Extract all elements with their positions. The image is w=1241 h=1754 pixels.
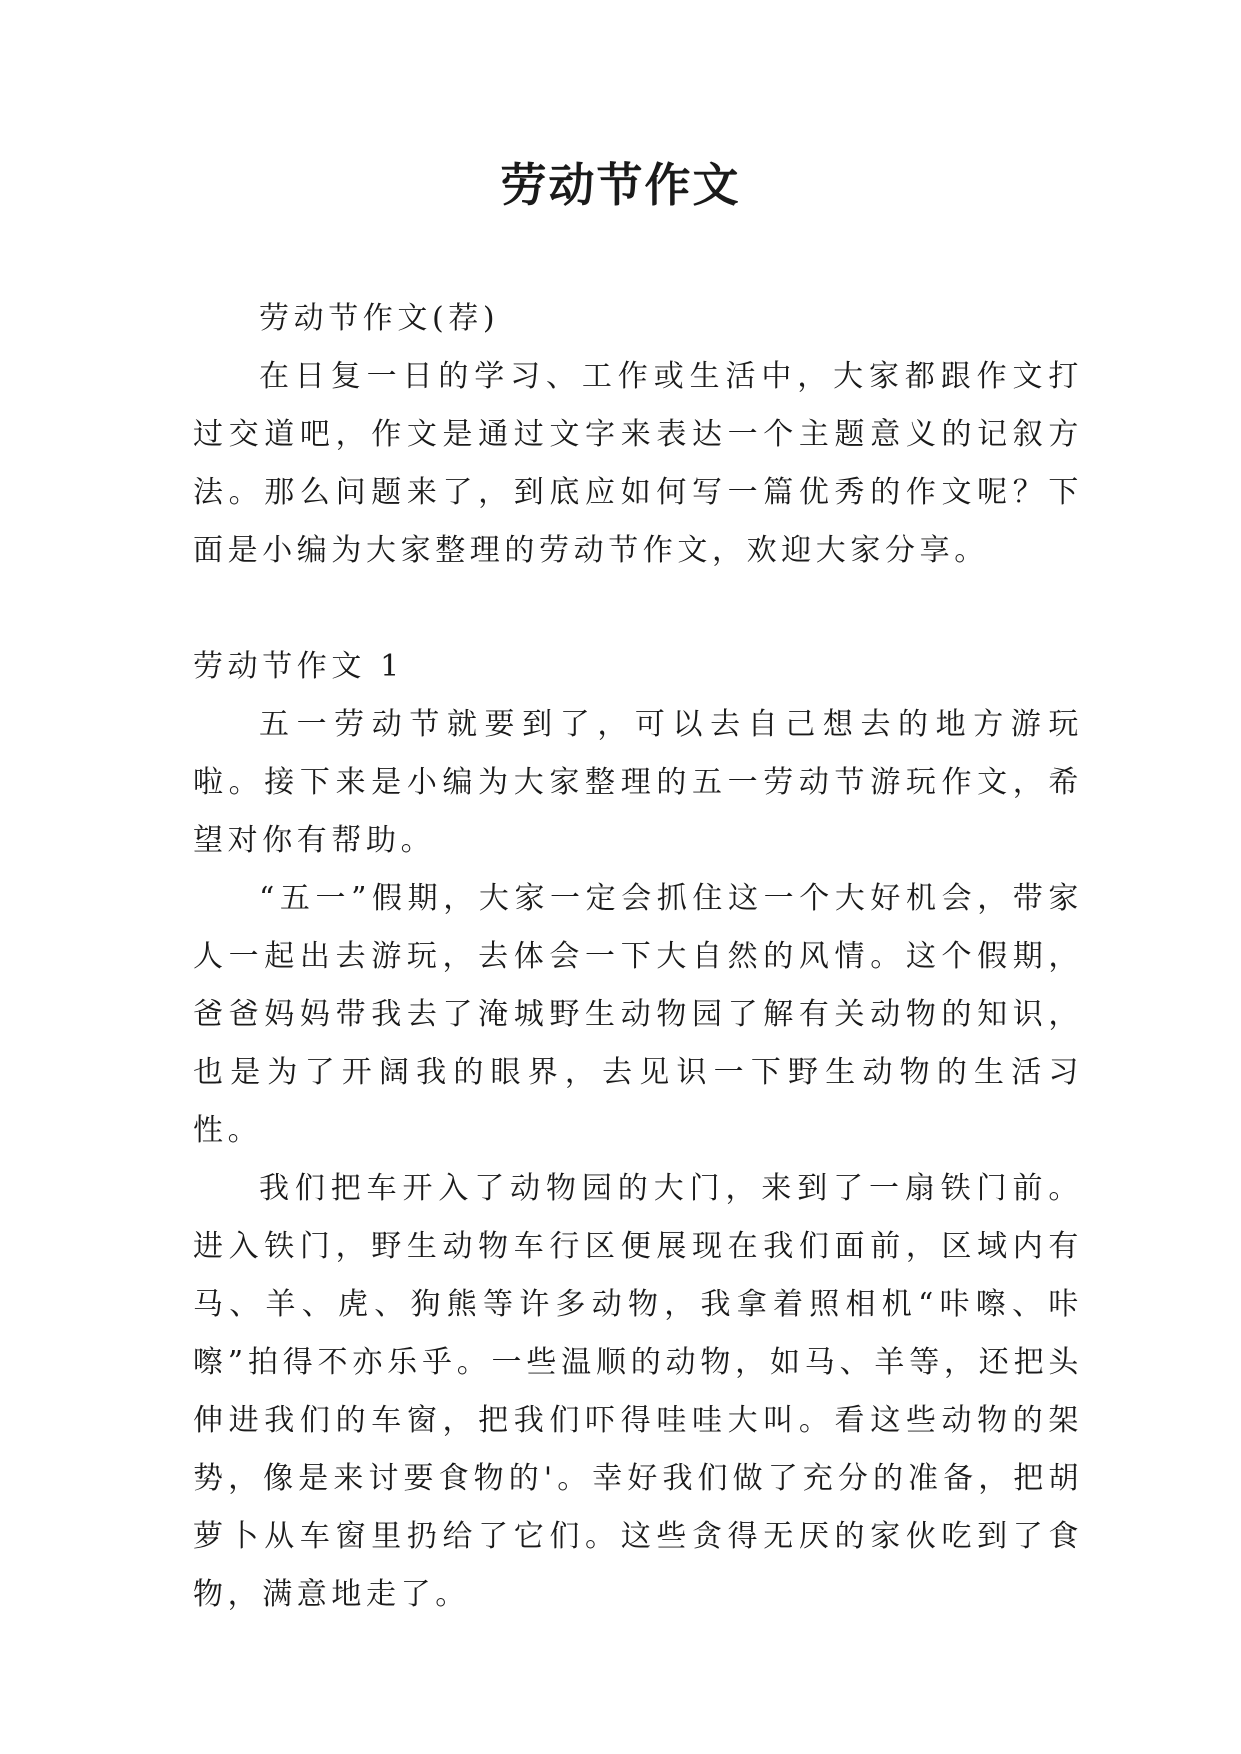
body-paragraph-3: 我们把车开入了动物园的大门，来到了一扇铁门前。进入铁门，野生动物车行区便展现在我们面前，区域内有马、羊、虎、狗熊等许多动物，我拿着照相机“咔嚓、咔嚓”拍得不亦乐乎。一些温顺的动物，如马、羊等，还把头伸进我们的车窗，把我们吓得哇哇大叫。看这些动物的架势，像是来讨要食物的'。幸好我们做了充分的准备，把胡萝卜从车窗里扔给了它们。这些贪得无厌的家伙吃到了食物，满意地走了。 [193, 1171, 1083, 1612]
section-spacer [193, 580, 1083, 638]
document-title: 劳动节作文 [500, 158, 741, 212]
section-heading: 劳动节作文 1 [193, 649, 404, 684]
body-paragraph-2: “五一”假期，大家一定会抓住这一个大好机会，带家人一起出去游玩，去体会一下大自然的风情。这个假期，爸爸妈妈带我去了淹城野生动物园了解有关动物的知识，也是为了开阔我的眼界，去见识一下野生动物的生活习性。 [193, 881, 1083, 1148]
document-body [193, 290, 1083, 1624]
body-paragraph-1: 五一劳动节就要到了，可以去自己想去的地方游玩啦。接下来是小编为大家整理的五一劳动节游玩作文，希望对你有帮助。 [193, 707, 1083, 858]
subtitle-line: 劳动节作文(荐) [259, 301, 500, 336]
intro-paragraph: 在日复一日的学习、工作或生活中，大家都跟作文打过交道吧，作文是通过文字来表达一个主题意义的记叙方法。那么问题来了，到底应如何写一篇优秀的作文呢？下面是小编为大家整理的劳动节作文，欢迎大家分享。 [193, 359, 1083, 568]
